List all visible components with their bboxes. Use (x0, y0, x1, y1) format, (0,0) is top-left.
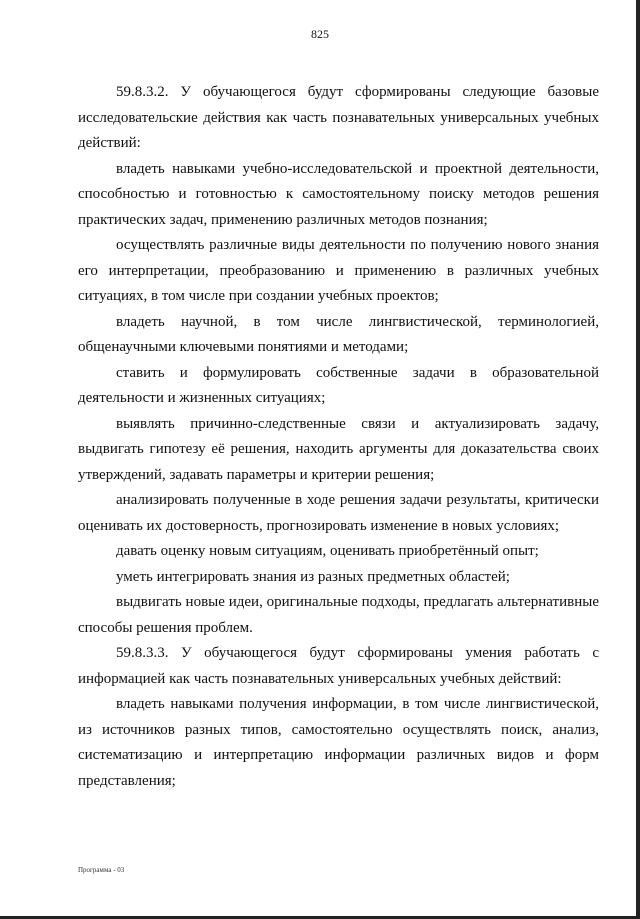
page-number: 825 (311, 27, 329, 41)
paragraph-integrate-knowledge: уметь интегрировать знания из разных предметных областей; (116, 568, 510, 585)
paragraph-causal-links: выявлять причинно-следственные связи и актуализировать задачу, выдвигать гипотезу её решения, находить аргументы для доказательства своих утверждений, задавать параметры и критерии решения; (78, 415, 599, 483)
paragraph-analyze-results: анализировать полученные в ходе решения задачи результаты, критически оценивать их достоверность, прогнозировать изменение в новых условиях; (78, 492, 599, 534)
document-body (78, 80, 599, 794)
paragraph-assess-situations: давать оценку новым ситуациям, оценивать приобретённый опыт; (116, 543, 539, 559)
paragraph-terminology: владеть научной, в том числе лингвистической, терминологией, общенаучными ключевыми понятиями и методами; (78, 313, 599, 355)
scan-edge-right (636, 0, 640, 919)
paragraph-own-tasks: ставить и формулировать собственные задачи в образовательной деятельности и жизненных ситуациях; (78, 364, 599, 406)
paragraph-new-ideas: выдвигать новые идеи, оригинальные подходы, предлагать альтернативные способы решения проблем. (78, 594, 599, 636)
paragraph-59-8-3-2: 59.8.3.2. У обучающегося будут сформированы следующие базовые исследовательские действия как часть познавательных универсальных учебных действий: (78, 84, 599, 151)
paragraph-information-skills: владеть навыками получения информации, в том числе лингвистической, из источников разных типов, самостоятельно осуществлять поиск, анализ, систематизацию и интерпретацию информации различных видов и форм представления; (78, 696, 599, 789)
footer-label: Программа - 03 (78, 866, 125, 874)
paragraph-new-knowledge: осуществлять различные виды деятельности по получению нового знания его интерпретации, преобразованию и применению в различных учебных ситуациях, в том числе при создании учебных проектов; (78, 237, 599, 304)
paragraph-research-skills: владеть навыками учебно-исследовательской и проектной деятельности, способностью и готовностью к самостоятельному поиску методов решения практических задач, применению различных методов познания; (78, 160, 599, 228)
paragraph-59-8-3-3: 59.8.3.3. У обучающегося будут сформированы умения работать с информацией как часть познавательных универсальных учебных действий: (78, 645, 599, 687)
